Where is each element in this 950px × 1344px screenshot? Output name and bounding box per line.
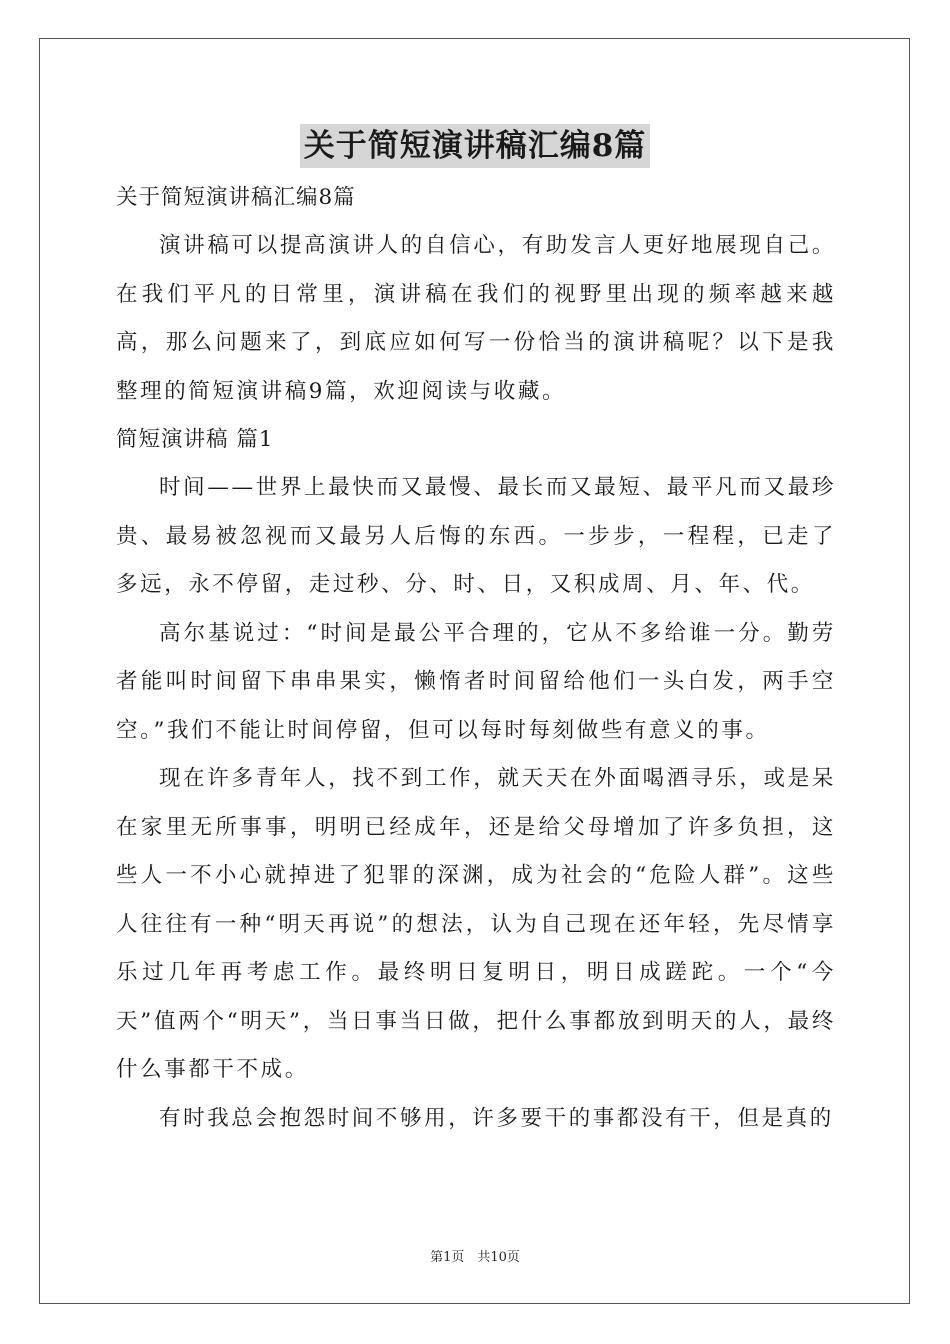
page-footer <box>0 1246 950 1265</box>
body-paragraph: 时间——世界上最快而又最慢、最长而又最短、最平凡而又最珍贵、最易被忽视而又最另人后悔的东西。一步步，一程程，已走了多远，永不停留，走过秒、分、时、日，又积成周、月、年、代。 <box>116 475 836 597</box>
document-title: 关于简短演讲稿汇编8篇 <box>300 124 651 168</box>
document-body <box>116 178 836 1143</box>
body-paragraph: 现在许多青年人，找不到工作，就天天在外面喝酒寻乐，或是呆在家里无所事事，明明已经成年，还是给父母增加了许多负担，这些人一不小心就掉进了犯罪的深渊，成为社会的“危险人群”。这些人往往有一种“明天再说”的想法，认为自己现在还年轻，先尽情享乐过几年再考虑工作。最终明日复明日，明日成蹉跎。一个“今天”值两个“明天”，当日事当日做，把什么事都放到明天的人，最终什么事都干不成。 <box>116 766 836 1082</box>
body-paragraph: 有时我总会抱怨时间不够用，许多要干的事都没有干，但是真的 <box>159 1105 834 1131</box>
body-paragraph: 高尔基说过：“时间是最公平合理的，它从不多给谁一分。勤劳者能叫时间留下串串果实，懒惰者时间留给他们一头白发，两手空空。”我们不能让时间停留，但可以每时每刻做些有意义的事。 <box>116 620 836 743</box>
page-number: 第1页 共10页 <box>430 1250 520 1265</box>
section-heading: 简短演讲稿 篇1 <box>116 427 274 452</box>
intro-paragraph: 演讲稿可以提高演讲人的自信心，有助发言人更好地展现自己。在我们平凡的日常里，演讲稿在我们的视野里出现的频率越来越高，那么问题来了，到底应如何写一份恰当的演讲稿呢？以下是我整理的简短演讲稿9篇，欢迎阅读与收藏。 <box>116 233 836 404</box>
document-subtitle: 关于简短演讲稿汇编8篇 <box>116 185 356 210</box>
title-container <box>0 124 950 168</box>
